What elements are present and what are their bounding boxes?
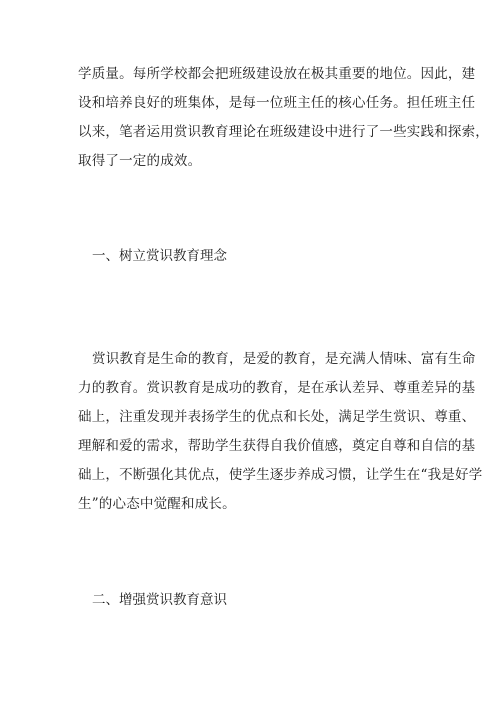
text-line: 取得了一定的成效。	[78, 153, 202, 169]
text-line: 生”的心态中觉醒和成长。	[78, 496, 236, 512]
section-heading: 一、树立赏识教育理念	[92, 248, 227, 264]
text-line: 础上，注重发现并表扬学生的优点和长处，满足学生赏识、尊重、	[78, 409, 476, 425]
text-line: 力的教育。赏识教育是成功的教育，是在承认差异、尊重差异的基	[78, 380, 476, 396]
section-heading: 二、增强赏识教育意识	[92, 592, 227, 608]
text-line: 理解和爱的需求，帮助学生获得自我价值感，奠定自尊和自信的基	[78, 438, 476, 454]
text-line: 赏识教育是生命的教育，是爱的教育，是充满人情味、富有生命	[92, 351, 476, 367]
text-line: 以来，笔者运用赏识教育理论在班级建设中进行了一些实践和探索，	[78, 124, 489, 140]
body-paragraph	[78, 60, 489, 176]
text-line: 础上，不断强化其优点，使学生逐步养成习惯，让学生在“我是好学	[78, 467, 483, 483]
body-paragraph	[78, 345, 483, 519]
text-line: 设和培养良好的班集体，是每一位班主任的核心任务。担任班主任	[78, 95, 476, 111]
text-line: 学质量。每所学校都会把班级建设放在极其重要的地位。因此，建	[78, 66, 476, 82]
